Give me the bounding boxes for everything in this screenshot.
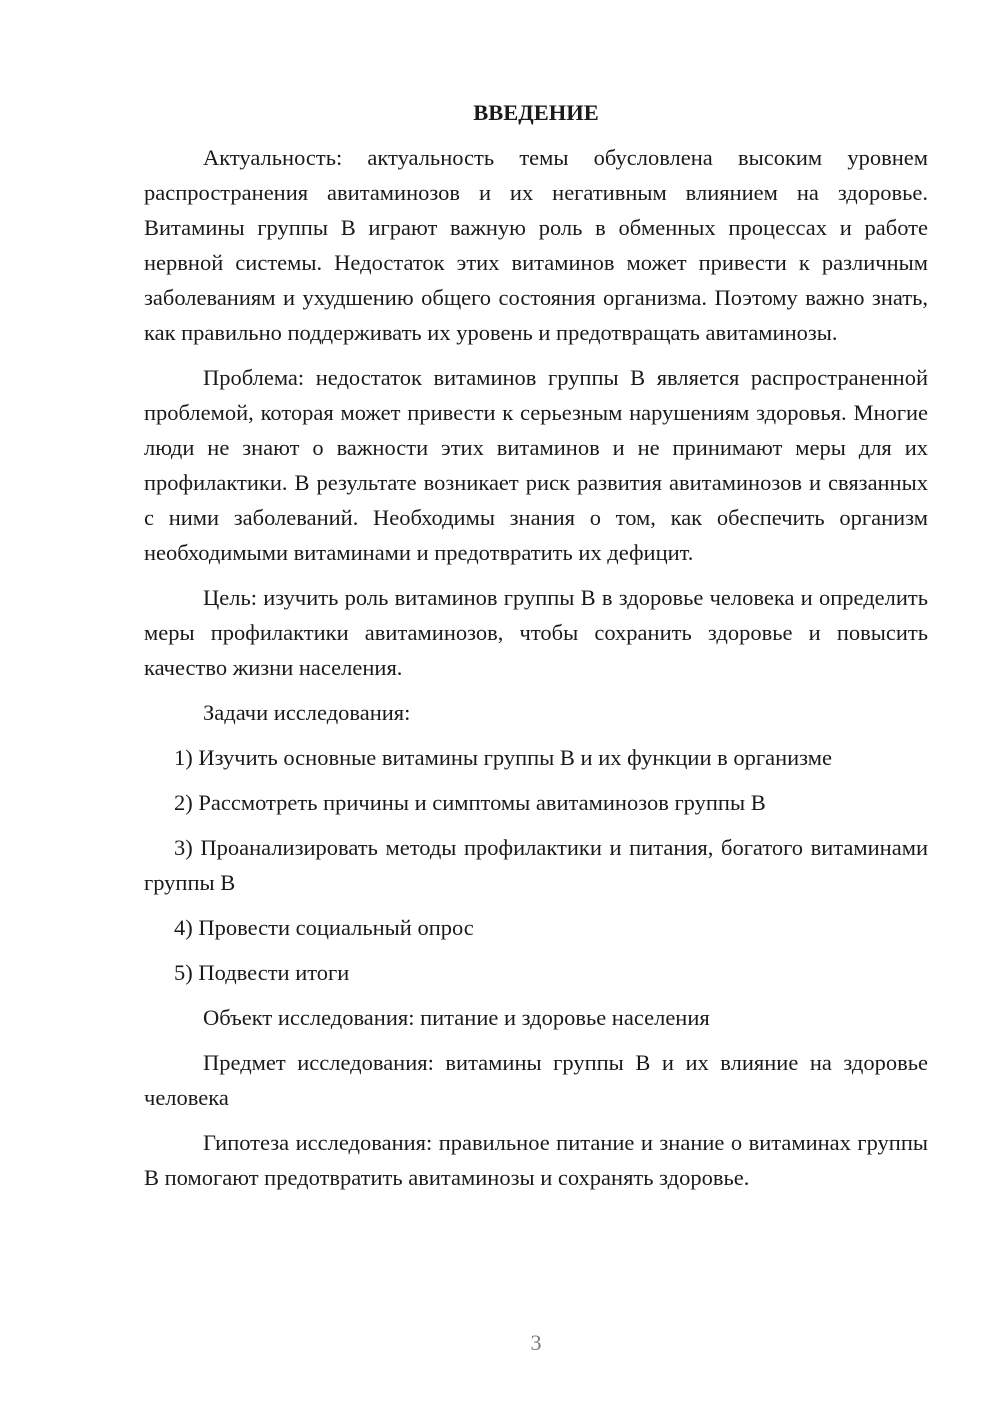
page-number: 3 <box>530 1330 542 1355</box>
task-item-2: 2) Рассмотреть причины и симптомы авитаминозов группы В <box>174 790 766 815</box>
paragraph-relevance: Актуальность: актуальность темы обусловлена высоким уровнем распространения авитаминозов и их негативным влиянием на здоровье. Витамины группы В играют важную роль в обменных процессах и работе нервной системы. Недостаток этих витаминов может привести к различным заболеваниям и ухудшению общего состояния организма. Поэтому важно знать, как правильно поддерживать их уровень и предотвращать авитаминозы. <box>144 145 928 345</box>
tasks-title: Задачи исследования: <box>203 700 411 725</box>
task-item-4: 4) Провести социальный опрос <box>174 915 474 940</box>
task-item-1: 1) Изучить основные витамины группы В и их функции в организме <box>174 745 832 770</box>
paragraph-problem: Проблема: недостаток витаминов группы В является распространенной проблемой, которая может привести к серьезным нарушениям здоровья. Многие люди не знают о важности этих витаминов и не принимают меры для их профилактики. В результате возникает риск развития авитаминозов и связанных с ними заболеваний. Необходимы знания о том, как обеспечить организм необходимыми витаминами и предотвратить их дефицит. <box>144 365 928 565</box>
document-body <box>144 95 928 1205</box>
paragraph-subject: Предмет исследования: витамины группы В и их влияние на здоровье человека <box>144 1050 928 1110</box>
task-item-3: 3) Проанализировать методы профилактики и питания, богатого витаминами группы В <box>144 835 928 895</box>
paragraph-hypothesis: Гипотеза исследования: правильное питание и знание о витаминах группы В помогают предотвратить авитаминозы и сохранять здоровье. <box>144 1130 928 1190</box>
task-item-5: 5) Подвести итоги <box>174 960 350 985</box>
paragraph-object: Объект исследования: питание и здоровье населения <box>203 1005 710 1030</box>
section-heading: ВВЕДЕНИЕ <box>473 100 599 125</box>
paragraph-goal: Цель: изучить роль витаминов группы В в здоровье человека и определить меры профилактики авитаминозов, чтобы сохранить здоровье и повысить качество жизни населения. <box>144 585 928 680</box>
